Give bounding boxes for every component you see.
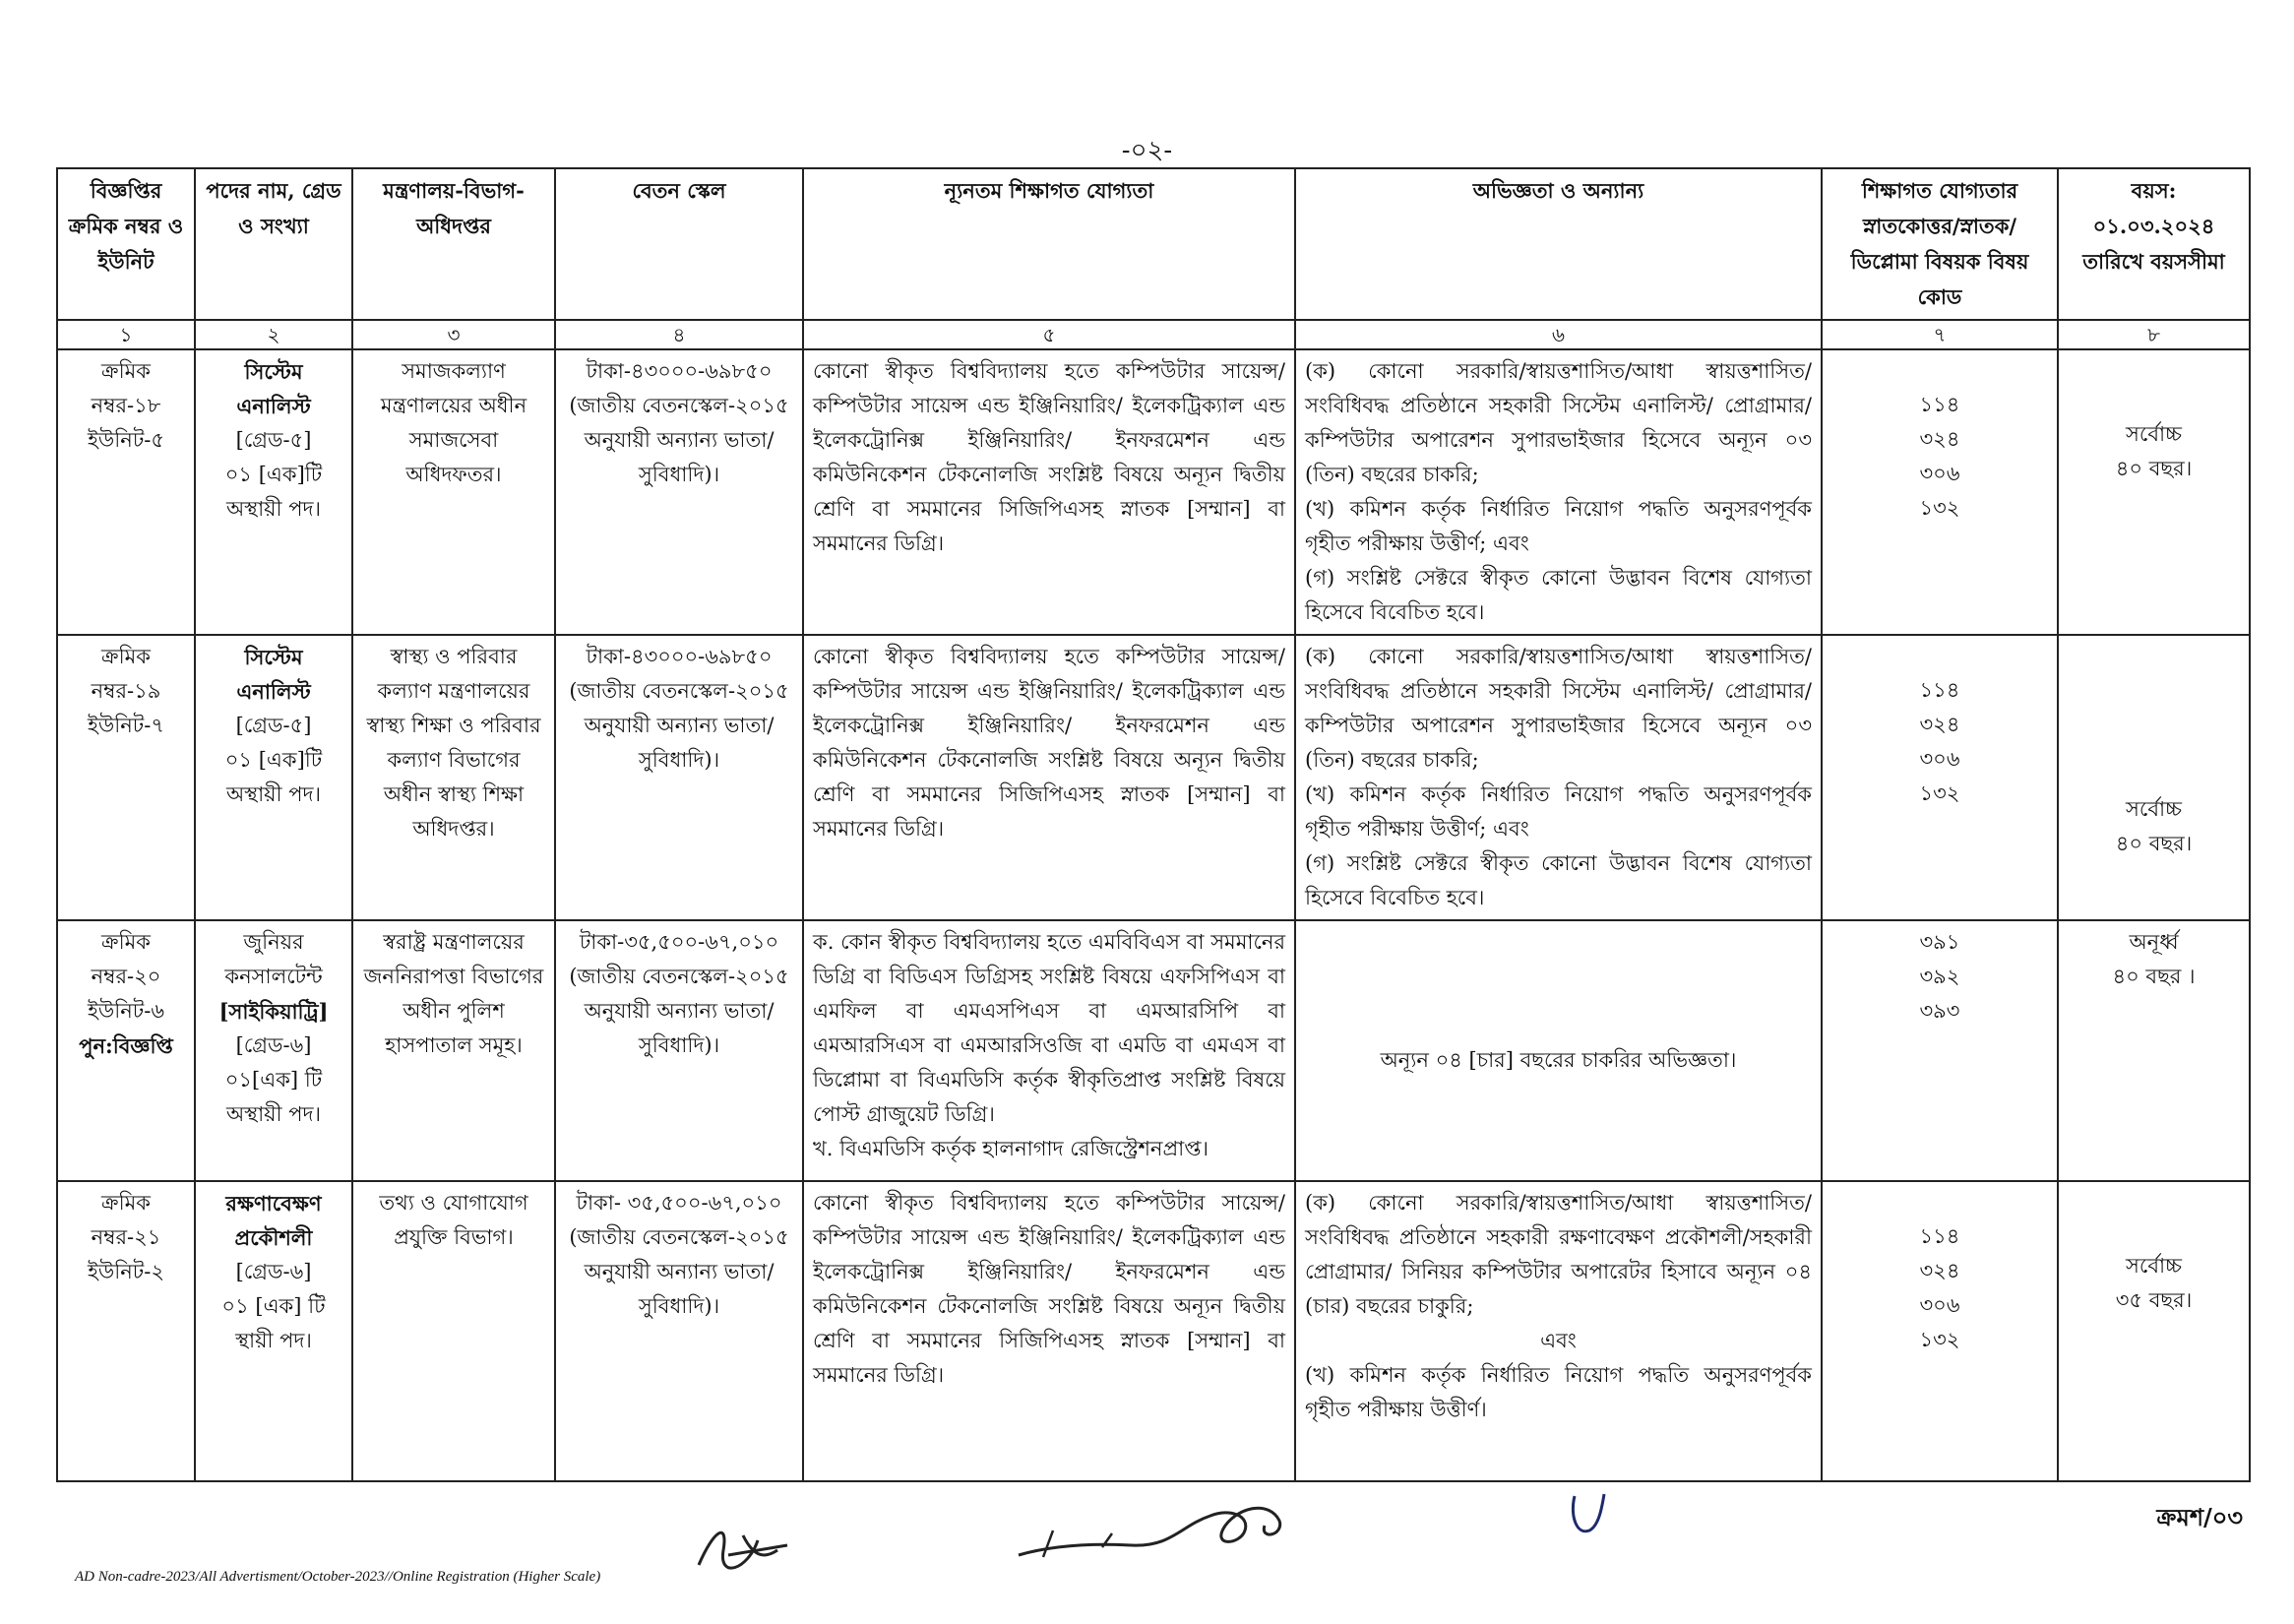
pay-scale-cell: টাকা-৩৫,৫০০-৬৭,০১০ (জাতীয় বেতনস্কেল-২০১৫ অনুযায়ী অন্যান্য ভাতা/সুবিধাদি)। [555, 920, 803, 1181]
column-number: ১ [57, 320, 195, 349]
experience-cell: (ক) কোনো সরকারি/স্বায়ত্তশাসিত/আধা স্বায়ত্তশাসিত/ সংবিধিবদ্ধ প্রতিষ্ঠানে সহকারী সিস্টেম এনালিস্ট/ প্রোগ্রামার/ কম্পিউটার অপারেশন সুপারভাইজার হিসেবে অন্যূন ০৩ (তিন) বছরের চাকরি; (খ) কমিশন কর্তৃক নির্ধারিত নিয়োগ পদ্ধতি অনুসরণপূর্বক গৃহীত পরীক্ষায় উত্তীর্ণ; এবং (গ) সংশ্লিষ্ট সেক্টরে স্বীকৃত কোনো উদ্ভাবন বিশেষ যোগ্যতা হিসেবে বিবেচিত হবে। [1295, 349, 1822, 635]
subject-code-cell: ১১৪ ৩২৪ ৩০৬ ১৩২ [1822, 1181, 2058, 1481]
experience-cell: (ক) কোনো সরকারি/স্বায়ত্তশাসিত/আধা স্বায়ত্তশাসিত/ সংবিধিবদ্ধ প্রতিষ্ঠানে সহকারী সিস্টেম এনালিস্ট/ প্রোগ্রামার/ কম্পিউটার অপারেশন সুপারভাইজার হিসেবে অন্যূন ০৩ (তিন) বছরের চাকরি; (খ) কমিশন কর্তৃক নির্ধারিত নিয়োগ পদ্ধতি অনুসরণপূর্বক গৃহীত পরীক্ষায় উত্তীর্ণ; এবং (গ) সংশ্লিষ্ট সেক্টরে স্বীকৃত কোনো উদ্ভাবন বিশেষ যোগ্যতা হিসেবে বিবেচিত হবে। [1295, 635, 1822, 920]
experience-cell: (ক) কোনো সরকারি/স্বায়ত্তশাসিত/আধা স্বায়ত্তশাসিত/সংবিধিবদ্ধ প্রতিষ্ঠানে সহকারী রক্ষণাবেক্ষণ প্রকৌশলী/সহকারী প্রোগ্রামার/ সিনিয়র কম্পিউটার অপারেটর হিসাবে অন্যূন ০৪ (চার) বছরের চাকুরি; এবং (খ) কমিশন কর্তৃক নির্ধারিত নিয়োগ পদ্ধতি অনুসরণপূর্বক গৃহীত পরীক্ষায় উত্তীর্ণ। [1295, 1181, 1822, 1481]
page-number: -০২- [1121, 136, 1173, 165]
header-pay-scale: বেতন স্কেল [555, 168, 803, 320]
footer-reference: AD Non-cadre-2023/All Advertisment/October-2023//Online Registration (Higher Scale) [75, 1569, 601, 1585]
table-row [57, 1181, 2250, 1481]
column-number: ৮ [2058, 320, 2250, 349]
signature-mark [689, 1511, 797, 1580]
column-number: ২ [195, 320, 352, 349]
signature-mark [1565, 1486, 1614, 1545]
header-row [57, 168, 2250, 320]
column-number: ৪ [555, 320, 803, 349]
education-cell: কোনো স্বীকৃত বিশ্ববিদ্যালয় হতে কম্পিউটার সায়েন্স/ কম্পিউটার সায়েন্স এন্ড ইঞ্জিনিয়ারিং/ ইলেকট্রিক্যাল এন্ড ইলেকট্রোনিক্স ইঞ্জিনিয়ারিং/ ইনফরমেশন এন্ড কমিউনিকেশন টেকনোলজি সংশ্লিষ্ট বিষয়ে অন্যূন দ্বিতীয় শ্রেণি বা সমমানের সিজিপিএসহ স্নাতক [সম্মান] বা সমমানের ডিগ্রি। [803, 349, 1295, 635]
post-cell: রক্ষণাবেক্ষণ প্রকৌশলী [গ্রেড-৬] ০১ [এক] টি স্থায়ী পদ। [195, 1181, 352, 1481]
ministry-cell: সমাজকল্যাণ মন্ত্রণালয়ের অধীন সমাজসেবা অধিদফতর। [352, 349, 555, 635]
ministry-cell: স্বরাষ্ট্র মন্ত্রণালয়ের জননিরাপত্তা বিভাগের অধীন পুলিশ হাসপাতাল সমূহ। [352, 920, 555, 1181]
table-row [57, 920, 2250, 1181]
recruitment-table [56, 167, 2251, 1482]
ministry-cell: স্বাস্থ্য ও পরিবার কল্যাণ মন্ত্রণালয়ের স্বাস্থ্য শিক্ষা ও পরিবার কল্যাণ বিভাগের অধীন স্বাস্থ্য শিক্ষা অধিদপ্তর। [352, 635, 555, 920]
education-cell: কোনো স্বীকৃত বিশ্ববিদ্যালয় হতে কম্পিউটার সায়েন্স/ কম্পিউটার সায়েন্স এন্ড ইঞ্জিনিয়ারিং/ ইলেকট্রিক্যাল এন্ড ইলেকট্রোনিক্স ইঞ্জিনিয়ারিং/ ইনফরমেশন এন্ড কমিউনিকেশন টেকনোলজি সংশ্লিষ্ট বিষয়ে অন্যূন দ্বিতীয় শ্রেণি বা সমমানের সিজিপিএসহ স্নাতক [সম্মান] বা সমমানের ডিগ্রি। [803, 635, 1295, 920]
subject-code-cell: ১১৪ ৩২৪ ৩০৬ ১৩২ [1822, 349, 2058, 635]
re-notice-label: পুন:বিজ্ঞপ্তি [79, 1033, 173, 1058]
subject-code-cell: ১১৪ ৩২৪ ৩০৬ ১৩২ [1822, 635, 2058, 920]
header-subject-code: শিক্ষাগত যোগ্যতার স্নাতকোত্তর/স্নাতক/ ডিপ্লোমা বিষয়ক বিষয় কোড [1822, 168, 2058, 320]
serial-cell: ক্রমিক নম্বর-১৮ ইউনিট-৫ [57, 349, 195, 635]
post-cell: সিস্টেম এনালিস্ট [গ্রেড-৫] ০১ [এক]টি অস্থায়ী পদ। [195, 349, 352, 635]
age-cell: অনূর্ধ্ব ৪০ বছর । [2058, 920, 2250, 1181]
age-cell: সর্বোচ্চ ৩৫ বছর। [2058, 1181, 2250, 1481]
serial-cell: ক্রমিক নম্বর-১৯ ইউনিট-৭ [57, 635, 195, 920]
ministry-cell: তথ্য ও যোগাযোগ প্রযুক্তি বিভাগ। [352, 1181, 555, 1481]
column-number: ৭ [1822, 320, 2058, 349]
post-cell: সিস্টেম এনালিস্ট [গ্রেড-৫] ০১ [এক]টি অস্থায়ী পদ। [195, 635, 352, 920]
column-number-row [57, 320, 2250, 349]
header-post: পদের নাম, গ্রেড ও সংখ্যা [195, 168, 352, 320]
table-row [57, 349, 2250, 635]
table-row [57, 635, 2250, 920]
post-cell: জুনিয়র কনসালটেন্ট [সাইকিয়াট্রি] [গ্রেড-৬] ০১[এক] টি অস্থায়ী পদ। [195, 920, 352, 1181]
education-cell: ক. কোন স্বীকৃত বিশ্ববিদ্যালয় হতে এমবিবিএস বা সমমানের ডিগ্রি বা বিডিএস ডিগ্রিসহ সংশ্লিষ্ট বিষয়ে এফসিপিএস বা এমফিল বা এমএসপিএস বা এমআরসিপি বা এমআরসিএস বা এমআরসিওজি বা এমডি বা এমএস বা ডিপ্লোমা বা বিএমডিসি কর্তৃক স্বীকৃতিপ্রাপ্ত সংশ্লিষ্ট বিষয়ে পোস্ট গ্রাজুয়েট ডিগ্রি। খ. বিএমডিসি কর্তৃক হালনাগাদ রেজিস্ট্রেশনপ্রাপ্ত। [803, 920, 1295, 1181]
serial-cell: ক্রমিক নম্বর-২১ ইউনিট-২ [57, 1181, 195, 1481]
pay-scale-cell: টাকা- ৩৫,৫০০-৬৭,০১০ (জাতীয় বেতনস্কেল-২০১৫ অনুযায়ী অন্যান্য ভাতা/সুবিধাদি)। [555, 1181, 803, 1481]
pay-scale-cell: টাকা-৪৩০০০-৬৯৮৫০ (জাতীয় বেতনস্কেল-২০১৫ অনুযায়ী অন্যান্য ভাতা/সুবিধাদি)। [555, 635, 803, 920]
column-number: ৫ [803, 320, 1295, 349]
experience-cell: অন্যূন ০৪ [চার] বছরের চাকরির অভিজ্ঞতা। [1295, 920, 1822, 1181]
continued-label: ক্রমশ/০৩ [2156, 1503, 2243, 1531]
column-number: ৩ [352, 320, 555, 349]
subject-code-cell: ৩৯১ ৩৯২ ৩৯৩ [1822, 920, 2058, 1181]
column-number: ৬ [1295, 320, 1822, 349]
pay-scale-cell: টাকা-৪৩০০০-৬৯৮৫০ (জাতীয় বেতনস্কেল-২০১৫ অনুযায়ী অন্যান্য ভাতা/সুবিধাদি)। [555, 349, 803, 635]
serial-cell: ক্রমিক নম্বর-২০ ইউনিট-৬ পুন:বিজ্ঞপ্তি [57, 920, 195, 1181]
header-ministry: মন্ত্রণালয়-বিভাগ-অধিদপ্তর [352, 168, 555, 320]
header-age: বয়স: ০১.০৩.২০২৪ তারিখে বয়সসীমা [2058, 168, 2250, 320]
header-experience: অভিজ্ঞতা ও অন্যান্য [1295, 168, 1822, 320]
header-education: ন্যূনতম শিক্ষাগত যোগ্যতা [803, 168, 1295, 320]
age-cell: সর্বোচ্চ ৪০ বছর। [2058, 635, 2250, 920]
header-serial: বিজ্ঞপ্তির ক্রমিক নম্বর ও ইউনিট [57, 168, 195, 320]
age-cell: সর্বোচ্চ ৪০ বছর। [2058, 349, 2250, 635]
signature-mark [1014, 1486, 1299, 1575]
education-cell: কোনো স্বীকৃত বিশ্ববিদ্যালয় হতে কম্পিউটার সায়েন্স/ কম্পিউটার সায়েন্স এন্ড ইঞ্জিনিয়ারিং/ ইলেকট্রিক্যাল এন্ড ইলেকট্রোনিক্স ইঞ্জিনিয়ারিং/ ইনফরমেশন এন্ড কমিউনিকেশন টেকনোলজি সংশ্লিষ্ট বিষয়ে অন্যূন দ্বিতীয় শ্রেণি বা সমমানের সিজিপিএসহ স্নাতক [সম্মান] বা সমমানের ডিগ্রি। [803, 1181, 1295, 1481]
